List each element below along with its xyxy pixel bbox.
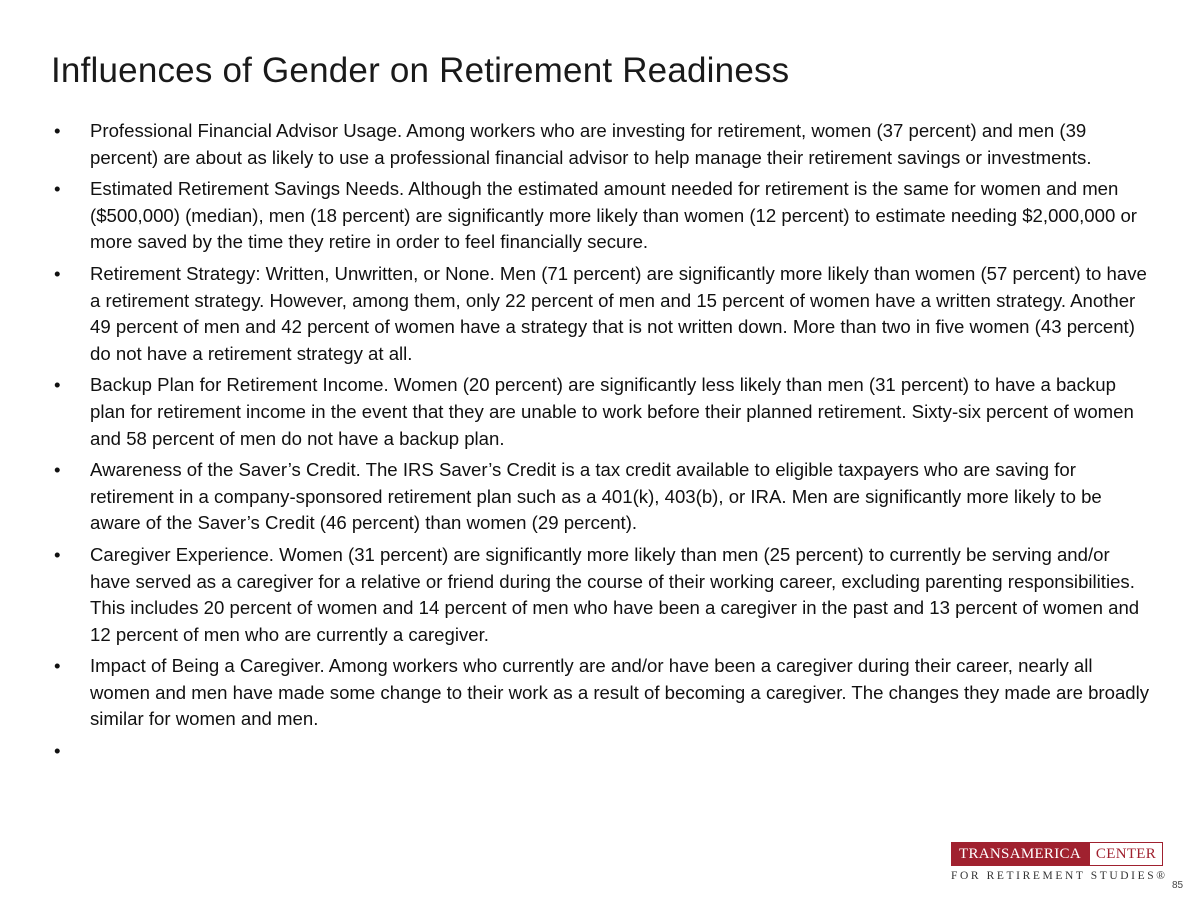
bullet-text: Estimated Retirement Savings Needs. Although the estimated amount needed for retirement is the same for women and men ($500,000) (median), men (18 percent) are significantly more likely than women (12 percent) to estimate needing $2,000,000 or more saved by the time they retire in order to feel financially secure. (90, 178, 1137, 253)
bullet-item-backup-plan (52, 372, 1152, 452)
logo-transamerica-text: TRANSAMERICA (951, 842, 1089, 866)
bullet-text: Awareness of the Saver’s Credit. The IRS Saver’s Credit is a tax credit available to eligible taxpayers who are saving for retirement in a company-sponsored retirement plan such as a 401(k), 403(b), or IRA. Men are significantly more likely to be aware of the Saver’s Credit (46 percent) than women (29 percent). (90, 459, 1102, 534)
bullet-list (52, 118, 1152, 762)
bullet-marker: • (54, 740, 61, 762)
bullet-item-savings-needs (52, 176, 1152, 256)
bullet-item-caregiver-experience (52, 542, 1152, 648)
bullet-marker: • (54, 178, 61, 200)
bullet-text: Backup Plan for Retirement Income. Women (20 percent) are significantly less likely than men (31 percent) to have a backup plan for retirement income in the event that they are unable to work before their planned retirement. Sixty-six percent of women and 58 percent of men do not have a backup plan. (90, 374, 1134, 449)
bullet-text: Retirement Strategy: Written, Unwritten, or None. Men (71 percent) are significantly more likely than women (57 percent) to have a retirement strategy. However, among them, only 22 percent of men and 15 percent of women have a written strategy. Another 49 percent of men and 42 percent of women have a strategy that is not written down. More than two in five women (43 percent) do not have a retirement strategy at all. (90, 262, 1147, 364)
bullet-marker: • (54, 262, 61, 284)
logo-center-text: CENTER (1089, 842, 1163, 866)
bullet-item-savers-credit (52, 457, 1152, 537)
bullet-text: Impact of Being a Caregiver. Among workers who currently are and/or have been a caregiver during their career, nearly all women and men have made some change to their work as a result of becoming a caregiver. The changes they made are broadly similar for women and men. (90, 655, 1150, 730)
bullet-marker: • (54, 655, 61, 677)
bullet-marker: • (54, 459, 61, 481)
bullet-text: Professional Financial Advisor Usage. Among workers who are investing for retirement, women (37 percent) and men (39 percent) are about as likely to use a professional financial advisor to help manage their retirement savings or investments. (90, 120, 1092, 168)
bullet-marker: • (54, 374, 61, 396)
bullet-text: Caregiver Experience. Women (31 percent) are significantly more likely than men (25 percent) to currently be serving and/or have served as a caregiver for a relative or friend during the course of their working career, excluding parenting responsibilities. This includes 20 percent of women and 14 percent of men who have been a caregiver in the past and 13 percent of women and 12 percent of men who are currently a caregiver. (90, 543, 1140, 645)
bullet-item-advisor-usage (52, 118, 1152, 171)
bullet-item-retirement-strategy (52, 261, 1152, 367)
slide-title: Influences of Gender on Retirement Readiness (51, 51, 790, 90)
transamerica-logo (951, 842, 1168, 882)
bullet-marker: • (54, 543, 61, 565)
bullet-item-caregiver-impact (52, 653, 1152, 733)
page-number: 85 (1172, 880, 1184, 891)
bullet-marker: • (54, 120, 61, 141)
logo-subtitle: FOR RETIREMENT STUDIES® (951, 870, 1168, 882)
logo-wordmark (951, 842, 1163, 866)
